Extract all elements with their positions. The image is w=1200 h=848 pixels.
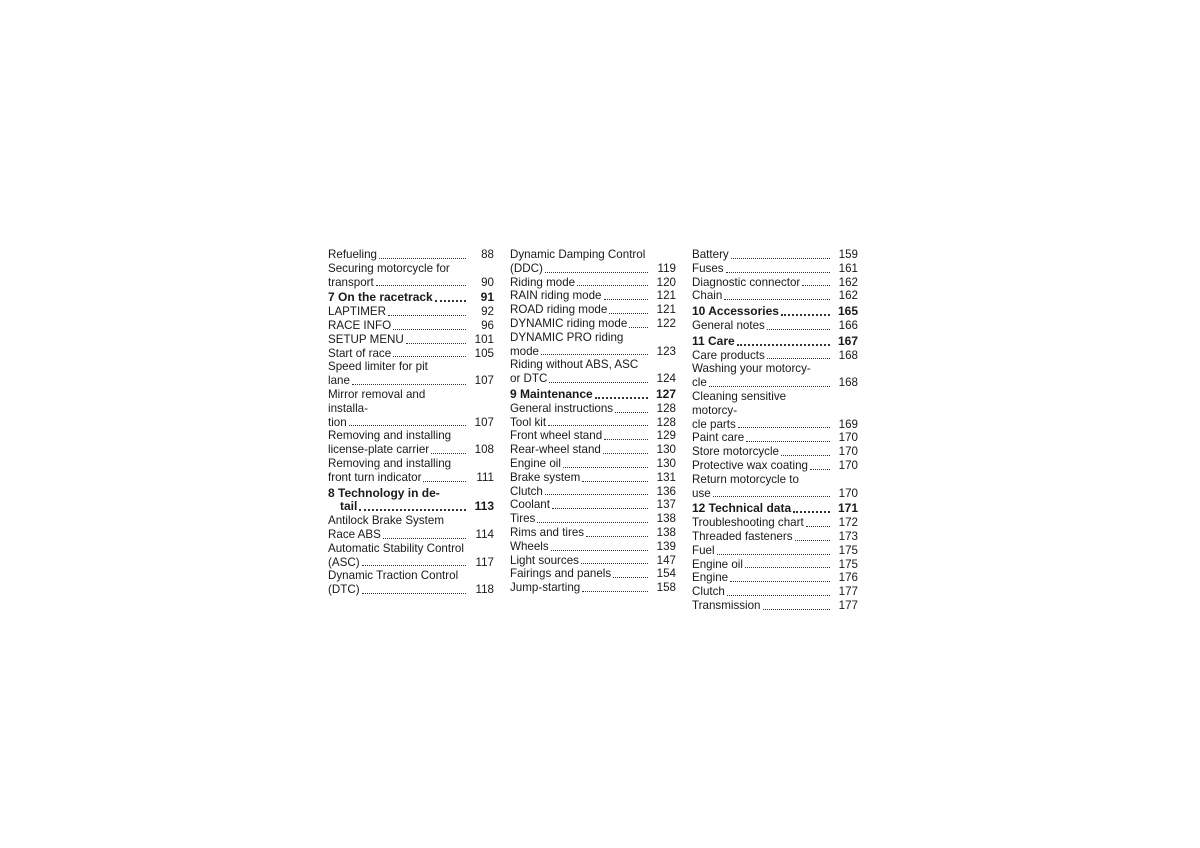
- dot-leader: [595, 397, 648, 399]
- toc-page-number: 139: [656, 539, 676, 553]
- toc-page-number: 147: [656, 553, 676, 567]
- toc-entry[interactable]: [328, 333, 494, 347]
- toc-page-number: 168: [838, 348, 858, 362]
- toc-page-number: 165: [837, 304, 858, 319]
- toc-entry[interactable]: [692, 262, 858, 276]
- toc-entry-title: lane: [328, 374, 350, 388]
- toc-entry-title: General notes: [692, 318, 765, 332]
- toc-entry[interactable]: [692, 431, 858, 445]
- dot-leader: [717, 554, 830, 555]
- toc-entry-title: use: [692, 486, 711, 500]
- toc-entry[interactable]: [510, 457, 676, 471]
- toc-entry[interactable]: [328, 360, 494, 388]
- toc-page-number: 137: [656, 498, 676, 512]
- toc-page-number: 119: [657, 261, 676, 275]
- toc-entry-title: General instructions: [510, 401, 614, 415]
- toc-page-number: 92: [481, 305, 494, 319]
- dot-leader: [730, 581, 830, 582]
- dot-leader: [767, 329, 830, 330]
- toc-entry[interactable]: [510, 303, 676, 317]
- toc-page-number: 120: [656, 275, 676, 289]
- toc-entry-title-line: Mirror removal and installa-: [328, 387, 426, 415]
- toc-page-number: 108: [474, 443, 494, 457]
- toc-entry-title: LAPTIMER: [328, 305, 386, 319]
- dot-leader: [393, 329, 466, 330]
- toc-entry-title: front turn indicator: [328, 470, 422, 484]
- toc-page-number: 105: [474, 346, 494, 360]
- toc-entry[interactable]: [692, 558, 858, 572]
- toc-entry[interactable]: [328, 569, 494, 597]
- toc-entry[interactable]: [692, 390, 858, 431]
- toc-column-2: [510, 248, 676, 595]
- toc-page-number: 177: [838, 598, 858, 612]
- dot-leader: [810, 469, 830, 470]
- toc-page-number: 127: [655, 386, 676, 401]
- toc-entry-title-line: DYNAMIC PRO riding: [510, 330, 624, 344]
- toc-entry-title: 7 On the racetrack: [328, 290, 433, 305]
- dot-leader: [629, 327, 648, 328]
- toc-entry-title: Diagnostic connector: [692, 275, 801, 289]
- toc-entry-title: Brake system: [510, 470, 581, 484]
- toc-page-number: 170: [838, 445, 858, 459]
- toc-page-number: 170: [838, 431, 858, 445]
- toc-entry[interactable]: [692, 530, 858, 544]
- toc-entry-title-line: Removing and installing: [328, 429, 452, 443]
- toc-entry-title-line: Antilock Brake System: [328, 514, 444, 528]
- dot-leader: [431, 453, 466, 454]
- dot-leader: [781, 455, 830, 456]
- toc-entry[interactable]: [510, 526, 676, 540]
- toc-entry[interactable]: [510, 402, 676, 416]
- dot-leader: [388, 315, 466, 316]
- toc-entry[interactable]: [510, 485, 676, 499]
- toc-entry-title: Troubleshooting chart: [692, 516, 804, 530]
- dot-leader: [362, 593, 466, 594]
- toc-entry-title: cle: [692, 376, 707, 390]
- dot-leader: [349, 425, 466, 426]
- toc-page-number: 175: [838, 543, 858, 557]
- toc-entry-title: transport: [328, 275, 374, 289]
- toc-entry-title: SETUP MENU: [328, 332, 404, 346]
- toc-chapter-heading[interactable]: [692, 502, 858, 516]
- toc-entry[interactable]: [510, 358, 676, 386]
- dot-leader: [379, 258, 466, 259]
- toc-entry[interactable]: [328, 262, 494, 290]
- toc-entry[interactable]: [510, 554, 676, 568]
- dot-leader: [793, 511, 830, 513]
- toc-entry[interactable]: [692, 289, 858, 303]
- toc-page-number: 159: [838, 248, 858, 261]
- toc-entry-title: mode: [510, 344, 540, 358]
- dot-leader: [738, 427, 830, 428]
- toc-entry-title: Front wheel stand: [510, 429, 603, 443]
- toc-entry-title: Protective wax coating: [692, 458, 808, 472]
- toc-chapter-heading[interactable]: [328, 487, 494, 515]
- toc-entry[interactable]: [692, 544, 858, 558]
- toc-page-number: 167: [837, 333, 858, 348]
- toc-entry-title: Clutch: [692, 585, 725, 599]
- toc-entry-title: Engine: [692, 571, 729, 585]
- toc-page-number: 101: [474, 332, 494, 346]
- toc-entry-title-line: Dynamic Damping Control: [510, 248, 646, 261]
- toc-page-number: 88: [481, 248, 494, 261]
- toc-page-number: 96: [481, 318, 494, 332]
- dot-leader: [383, 538, 466, 539]
- dot-leader: [582, 481, 648, 482]
- dot-leader: [604, 299, 649, 300]
- toc-entry-title: Engine oil: [692, 557, 743, 571]
- toc-entry-title-line: Washing your motorcy-: [692, 362, 811, 376]
- toc-page-number: 107: [474, 415, 494, 429]
- toc-entry-title: Coolant: [510, 498, 550, 512]
- dot-leader: [709, 386, 830, 387]
- toc-entry-title: Clutch: [510, 484, 543, 498]
- toc-page-number: 91: [480, 290, 494, 305]
- toc-entry-title: Race ABS: [328, 527, 381, 541]
- dot-leader: [737, 344, 830, 346]
- toc-entry-title: Tool kit: [510, 415, 547, 429]
- toc-entry-title: Transmission: [692, 598, 761, 612]
- dot-leader: [609, 313, 648, 314]
- dot-leader: [541, 354, 648, 355]
- toc-page-number: 138: [656, 525, 676, 539]
- dot-leader: [781, 314, 830, 316]
- toc-chapter-heading[interactable]: [692, 305, 858, 319]
- toc-page-number: 158: [656, 581, 676, 595]
- toc-entry[interactable]: [510, 248, 676, 276]
- toc-entry-title: DYNAMIC riding mode: [510, 316, 628, 330]
- toc-page-number: 171: [837, 501, 858, 516]
- toc-page-number: 176: [838, 571, 858, 585]
- toc-page-number: 128: [656, 401, 676, 415]
- toc-entry-title: (DTC): [328, 583, 360, 597]
- toc-entry[interactable]: [328, 388, 494, 429]
- toc-entry[interactable]: [510, 276, 676, 290]
- dot-leader: [603, 453, 648, 454]
- toc-page-number: 129: [656, 429, 676, 443]
- toc-entry-title: Fuses: [692, 261, 724, 275]
- toc-entry-title: (ASC): [328, 555, 360, 569]
- toc-page-number: 118: [475, 583, 494, 597]
- toc-page-number: 90: [481, 275, 494, 289]
- toc-entry[interactable]: [692, 459, 858, 473]
- toc-entry[interactable]: [692, 599, 858, 613]
- toc-entry[interactable]: [510, 567, 676, 581]
- dot-leader: [802, 285, 830, 286]
- toc-entry-title: license-plate carrier: [328, 443, 430, 457]
- toc-entry-title: Start of race: [328, 346, 392, 360]
- toc-page-number: 170: [838, 486, 858, 500]
- toc-page-number: 136: [656, 484, 676, 498]
- toc-entry[interactable]: [328, 429, 494, 457]
- toc-page-number: 117: [475, 555, 494, 569]
- toc-page-number: 121: [656, 289, 676, 303]
- toc-entry-title: Care products: [692, 348, 765, 362]
- toc-entry[interactable]: [510, 416, 676, 430]
- toc-entry[interactable]: [692, 276, 858, 290]
- toc-entry-title: 11 Care: [692, 333, 735, 348]
- toc-entry-title: Jump-starting: [510, 581, 581, 595]
- toc-entry-title: Engine oil: [510, 456, 561, 470]
- toc-chapter-heading[interactable]: [328, 291, 494, 305]
- toc-entry-title: RAIN riding mode: [510, 289, 602, 303]
- toc-entry-title: cle parts: [692, 417, 736, 431]
- toc-entry[interactable]: [328, 248, 494, 262]
- toc-entry-title: Battery: [692, 248, 729, 261]
- toc-page-number: 154: [656, 567, 676, 581]
- toc-entry-title: Light sources: [510, 553, 579, 567]
- dot-leader: [551, 550, 648, 551]
- toc-column-3: [692, 248, 858, 613]
- toc-page-number: 122: [656, 316, 676, 330]
- toc-entry-title-line: Riding without ABS, ASC: [510, 358, 639, 372]
- dot-leader: [362, 565, 466, 566]
- toc-entry[interactable]: [510, 512, 676, 526]
- toc-page-number: 114: [475, 527, 494, 541]
- toc-entry-title-line: Dynamic Traction Control: [328, 569, 459, 583]
- dot-leader: [763, 609, 830, 610]
- toc-entry[interactable]: [692, 248, 858, 262]
- toc-page-number: 128: [656, 415, 676, 429]
- toc-entry[interactable]: [328, 457, 494, 485]
- toc-entry[interactable]: [510, 429, 676, 443]
- toc-entry-title-line: Return motorcycle to: [692, 472, 799, 486]
- toc-page-number: 124: [656, 372, 676, 386]
- toc-entry-title: Rear-wheel stand: [510, 443, 601, 457]
- toc-entry[interactable]: [692, 473, 858, 501]
- toc-entry[interactable]: [510, 443, 676, 457]
- toc-page-number: 172: [838, 516, 858, 530]
- dot-leader: [537, 522, 648, 523]
- toc-page-number: 170: [838, 458, 858, 472]
- toc-page-number: 161: [838, 261, 858, 275]
- toc-entry[interactable]: [692, 319, 858, 333]
- dot-leader: [435, 300, 466, 302]
- toc-page-number: 131: [656, 470, 676, 484]
- toc-page-number: 166: [838, 318, 858, 332]
- dot-leader: [726, 272, 830, 273]
- toc-entry-title: Wheels: [510, 539, 549, 553]
- toc-entry-title: tail: [340, 499, 358, 514]
- toc-entry[interactable]: [692, 445, 858, 459]
- toc-entry[interactable]: [692, 571, 858, 585]
- toc-chapter-heading[interactable]: [510, 388, 676, 402]
- dot-leader: [359, 509, 466, 511]
- toc-page-number: 138: [656, 512, 676, 526]
- dot-leader: [393, 356, 466, 357]
- dot-leader: [545, 272, 648, 273]
- toc-entry-title: 9 Maintenance: [510, 386, 593, 401]
- toc-entry-title: Tires: [510, 512, 536, 526]
- toc-entry-title: tion: [328, 415, 347, 429]
- toc-entry[interactable]: [510, 317, 676, 331]
- toc-page-number: 168: [838, 376, 858, 390]
- dot-leader: [795, 540, 830, 541]
- dot-leader: [581, 563, 648, 564]
- toc-page-number: 162: [838, 289, 858, 303]
- toc-entry[interactable]: [510, 331, 676, 359]
- dot-leader: [582, 591, 648, 592]
- dot-leader: [745, 567, 830, 568]
- dot-leader: [406, 343, 466, 344]
- dot-leader: [563, 467, 648, 468]
- toc-entry-title: Refueling: [328, 248, 377, 261]
- toc-entry[interactable]: [692, 585, 858, 599]
- toc-page-number: 169: [838, 417, 858, 431]
- toc-entry[interactable]: [510, 471, 676, 485]
- toc-page-number: 130: [656, 443, 676, 457]
- dot-leader: [552, 508, 648, 509]
- toc-entry[interactable]: [510, 498, 676, 512]
- toc-entry-title: 10 Accessories: [692, 304, 779, 319]
- dot-leader: [615, 412, 648, 413]
- toc-entry-title: Fairings and panels: [510, 567, 612, 581]
- toc-entry[interactable]: [692, 349, 858, 363]
- toc-entry-title: or DTC: [510, 372, 548, 386]
- toc-entry-title-line: Speed limiter for pit: [328, 360, 428, 374]
- toc-chapter-heading[interactable]: [692, 335, 858, 349]
- toc-entry-title: RACE INFO: [328, 318, 392, 332]
- toc-entry-title: Paint care: [692, 431, 745, 445]
- toc-entry-title-line: Securing motorcycle for: [328, 261, 450, 275]
- toc-page-number: 177: [838, 585, 858, 599]
- dot-leader: [549, 382, 648, 383]
- toc-entry-title-line: 8 Technology in de-: [328, 485, 440, 500]
- toc-page-number: 113: [474, 499, 494, 514]
- toc-page-number: 162: [838, 275, 858, 289]
- toc-entry[interactable]: [328, 305, 494, 319]
- toc-entry-title: Store motorcycle: [692, 445, 779, 459]
- toc-entry-title: Threaded fasteners: [692, 529, 793, 543]
- toc-entry-title-line: Cleaning sensitive motorcy-: [692, 389, 787, 417]
- dot-leader: [577, 285, 648, 286]
- dot-leader: [767, 358, 830, 359]
- dot-leader: [352, 384, 466, 385]
- toc-entry[interactable]: [692, 362, 858, 390]
- toc-entry-title-line: Automatic Stability Control: [328, 541, 464, 555]
- dot-leader: [604, 439, 648, 440]
- dot-leader: [746, 441, 830, 442]
- toc-page-number: 173: [838, 529, 858, 543]
- dot-leader: [545, 494, 648, 495]
- toc-entry[interactable]: [328, 514, 494, 542]
- toc-column-1: [328, 248, 494, 597]
- toc-entry-title-line: Removing and installing: [328, 456, 452, 470]
- dot-leader: [548, 425, 648, 426]
- toc-entry[interactable]: [328, 542, 494, 570]
- toc-entry[interactable]: [510, 581, 676, 595]
- dot-leader: [731, 258, 830, 259]
- dot-leader: [727, 595, 830, 596]
- toc-page-number: 123: [656, 344, 676, 358]
- toc-entry-title: Rims and tires: [510, 525, 585, 539]
- dot-leader: [806, 526, 830, 527]
- toc-entry[interactable]: [328, 347, 494, 361]
- toc-page-number: 121: [656, 303, 676, 317]
- toc-entry-title: Fuel: [692, 543, 715, 557]
- dot-leader: [423, 481, 466, 482]
- toc-entry[interactable]: [510, 540, 676, 554]
- dot-leader: [586, 536, 648, 537]
- toc-entry[interactable]: [510, 289, 676, 303]
- toc-entry-title: (DDC): [510, 261, 543, 275]
- toc-entry-title: Chain: [692, 289, 723, 303]
- toc-entry[interactable]: [692, 516, 858, 530]
- dot-leader: [376, 285, 466, 286]
- toc-page-number: 111: [476, 470, 494, 484]
- toc-page-number: 107: [474, 374, 494, 388]
- toc-entry[interactable]: [328, 319, 494, 333]
- toc-entry-title: ROAD riding mode: [510, 303, 608, 317]
- dot-leader: [724, 299, 830, 300]
- toc-entry-title: 12 Technical data: [692, 501, 792, 516]
- dot-leader: [713, 496, 830, 497]
- toc-page-number: 130: [656, 456, 676, 470]
- dot-leader: [613, 577, 648, 578]
- toc-page-number: 175: [838, 557, 858, 571]
- toc-entry-title: Riding mode: [510, 275, 576, 289]
